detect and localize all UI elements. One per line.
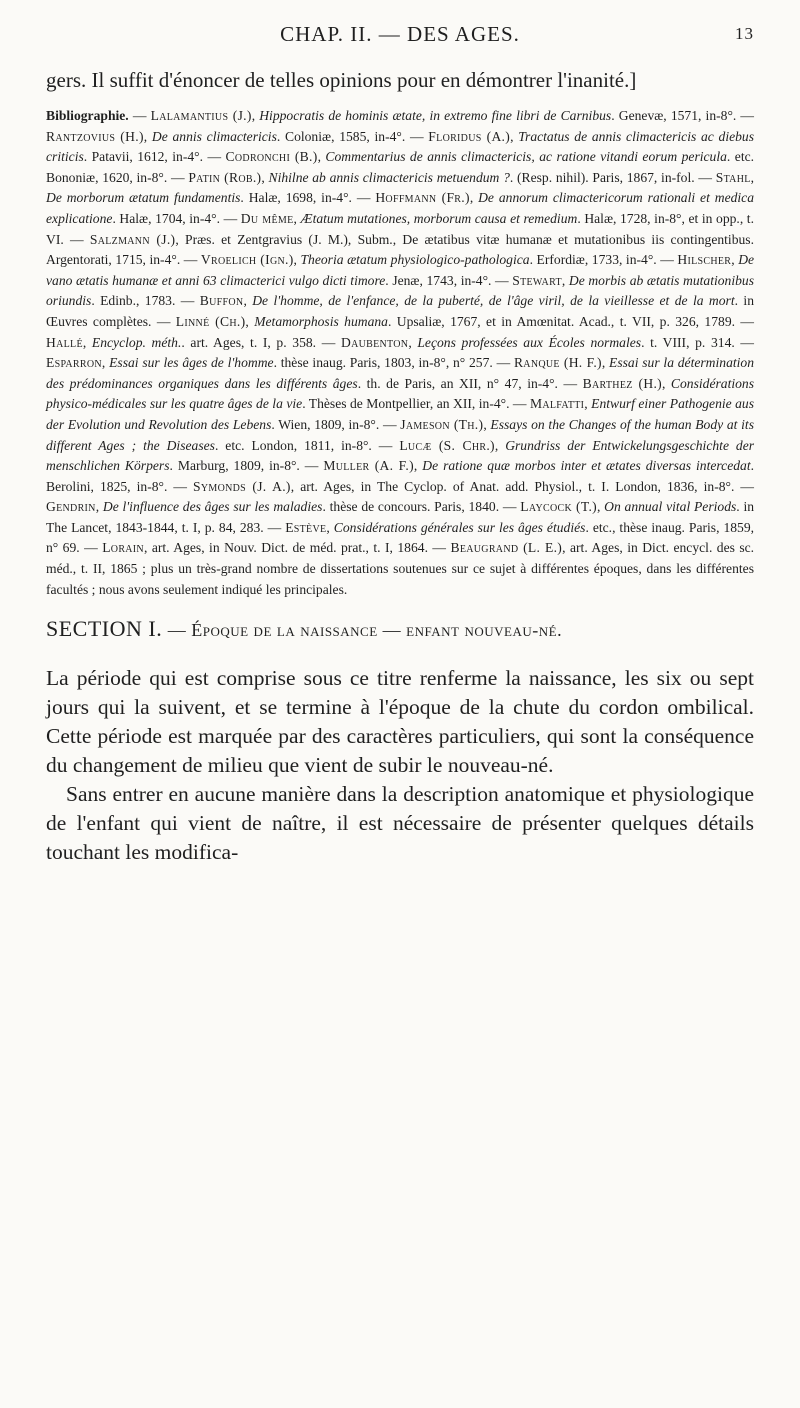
entry-details: art. Ages, in Dict. encycl. des sc. méd., t. II, 1865 ; plus un très-grand nombre de dissertations soutenues sur ce sujet à différentes époques, dans les différentes facultés ; nous avons seulement indiqué les principales. — [46, 540, 755, 597]
bibliography-entry: — Codronchi (B.), Commentarius de annis climactericis, ac ratione vitandi eorum pericula. etc. Bononiæ, 1620, in-8°. — [46, 149, 755, 185]
entry-details: Præs. et Zentgravius (J. M.), Subm., De ætatibus vitæ humanæ et mutationibus iis contingentibus. Argentorati, 1715, in-4°. — [46, 231, 754, 268]
bibliography — [46, 106, 754, 600]
entry-title: De annorum climactericorum rationali et medica explicatione — [46, 190, 755, 226]
bibliography-entry: — Patin (Rob.), Nihilne ab annis climactericis metuendum ?. (Resp. nihil). Paris, 1867, in-fol. — [167, 169, 695, 185]
entry-title: De morborum ætatum fundamentis — [46, 190, 241, 206]
bibliography-entry: — Lucæ (S. Chr.), Grundriss der Entwickelungsgeschichte der menschlichen Körpers. Marburg, 1809, in-8°. — [46, 437, 755, 474]
bibliography-entry: — Hilscher, De vano ætatis humanæ et anni 63 climacterici vulgo dicti timore. Jenæ, 1743, in-4°. — [46, 252, 755, 288]
bibliography-entry: — Muller (A. F.), De ratione quæ morbos inter et ætates diversas intercedat. Berolini, 1825, in-8°. — [46, 458, 755, 494]
entry-author: Symonds (J. A.) — [193, 478, 291, 494]
bibliography-entry: — Gendrin, De l'influence des âges sur les maladies. thèse de concours. Paris, 1840. — [46, 478, 754, 515]
bibliography-entry: — Symonds (J. A.), art. Ages, in The Cyclop. of Anat. add. Physiol., t. I. London, 1836, in-8°. — [167, 478, 735, 494]
entry-details: art. Ages, in The Cyclop. of Anat. add. Physiol., t. I. London, 1836, in-8°. — [300, 478, 735, 494]
entry-title: Encyclop. méth. — [91, 334, 182, 350]
entry-author: Floridus (A.) — [428, 128, 511, 144]
bibliography-entry: — Daubenton, Leçons professées aux Écoles normales. t. VIII, p. 314. — [316, 334, 735, 350]
bibliography-entry: — Laycock (T.), On annual vital Periods. in The Lancet, 1843-1844, t. I, p. 84, 283. — [46, 499, 755, 535]
entry-author: Jameson (Th.) — [400, 416, 484, 432]
running-header — [46, 0, 754, 60]
entry-details: etc. Bononiæ, 1620, in-8°. — [46, 149, 755, 185]
entry-author: Ranque (H. F.) — [513, 355, 602, 371]
entry-title: Essai sur les âges de l'homme — [109, 355, 274, 371]
entry-title: Ætatum mutationes, morborum causa et remedium — [300, 210, 578, 226]
entry-title: Grundriss der Entwickelungsgeschichte der menschlichen Körpers — [46, 437, 755, 474]
entry-title: De l'homme, de l'enfance, de la puberté, de l'âge viril, de la vieillesse et de la mort — [252, 293, 735, 309]
entry-details: t. VIII, p. 314. — [650, 334, 735, 350]
entry-details: Halæ, 1698, in-4°. — [248, 190, 352, 206]
entry-author: Hilscher — [677, 252, 732, 268]
body-paragraph-2: Sans entrer en aucune manière dans la description anatomique et physiologique de l'enfant qui vient de naître, il est nécessaire de présenter quelques détails touchant les modifica- — [46, 782, 754, 865]
section-number: SECTION I. — [46, 616, 163, 642]
entry-author: Hallé — [46, 334, 83, 350]
entry-details: Thèses de Montpellier, an XII, in-4°. — [308, 396, 510, 412]
entry-details: art. Ages, in Nouv. Dict. de méd. prat., t. I, 1864. — [151, 540, 428, 556]
entry-author: Vroelich (Ign.) — [200, 252, 294, 268]
page-number: 13 — [735, 24, 754, 43]
bibliography-entry: — Barthez (H.), Considérations physico-médicales sur les quatre âges de la vie. Thèses de Montpellier, an XII, in-4°. — [46, 375, 755, 412]
entry-author: Esparron — [46, 355, 102, 371]
entry-author: Beaugrand (L. E.) — [450, 540, 563, 556]
entry-title: Nihilne ab annis climactericis metuendum ? — [268, 169, 510, 185]
entry-details: Coloniæ, 1585, in-4°. — [285, 128, 406, 144]
bibliography-entries — [46, 108, 754, 597]
bibliography-entry: — Jameson (Th.), Essays on the Changes of the human Body at its different Ages ; the Diseases. etc. London, 1811, in-8°. — [46, 416, 754, 453]
intro-paragraph: gers. Il suffit d'énoncer de telles opinions pour en démontrer l'inanité.] — [46, 68, 637, 92]
bibliography-entry: — Esparron, Essai sur les âges de l'homme. thèse inaug. Paris, 1803, in-8°, n° 257. — [46, 334, 755, 371]
entry-author: Malfatti — [529, 396, 585, 412]
entry-title: De l'influence des âges sur les maladies — [102, 499, 323, 515]
body-paragraph-1: La période qui est comprise sous ce titre renferme la naissance, les six ou sept jours qui la suivent, et se termine à l'époque de la chute du cordon ombilical. Cette période est marquée par des caractères particuliers, qui sont la conséquence du changement de milieu que vient de subir le nouveau-né. — [46, 666, 754, 778]
entry-details: in The Lancet, 1843-1844, t. I, p. 84, 283. — [46, 499, 755, 535]
entry-details: Upsaliæ, 1767, et in Amœnitat. Acad., t. VII, p. 326, 1789. — [396, 313, 736, 329]
entry-details: Halæ, 1704, in-4°. — [119, 210, 221, 226]
entry-details: Wien, 1809, in-8°. — [278, 416, 380, 432]
entry-details: Marburg, 1809, in-8°. — [177, 458, 300, 474]
entry-title: Hippocratis de hominis ætate, in extremo fine libri de Carnibus — [259, 108, 612, 123]
bibliography-entry: — Linné (Ch.), Metamorphosis humana. Upsaliæ, 1767, et in Amœnitat. Acad., t. VII, p. 326, 1789. — [151, 313, 736, 329]
entry-details: Genevæ, 1571, in-8°. — [618, 108, 737, 123]
entry-author: Buffon — [199, 293, 244, 309]
entry-details: (Resp. nihil). Paris, 1867, in-fol. — [517, 169, 695, 185]
section-title: — Époque de la naissance — enfant nouveau-né. — [167, 620, 563, 641]
bibliography-entry: — Stewart, De morbis ab ætatis mutationibus oriundis. Edinb., 1783. — [46, 272, 754, 309]
entry-author: Estève — [285, 519, 327, 535]
entry-author: Codronchi (B.) — [225, 149, 318, 165]
bibliography-entry: — Du même, Ætatum mutationes, morborum causa et remedium. Halæ, 1728, in-8°, et in opp., t. VI. — [46, 210, 754, 247]
entry-author: Gendrin — [46, 499, 96, 515]
entry-author: Daubenton — [340, 334, 409, 350]
entry-details: in Œuvres complètes. — [46, 293, 754, 329]
entry-title: Considérations générales sur les âges étudiés — [333, 519, 586, 535]
entry-details: Patavii, 1612, in-4°. — [91, 149, 204, 165]
entry-title: Essai sur la détermination des prédominances organiques dans les différents âges — [46, 355, 755, 391]
entry-details: Erfordiæ, 1733, in-4°. — [536, 252, 657, 268]
entry-title: De vano ætatis humanæ et anni 63 climacterici vulgo dicti timore — [46, 252, 755, 288]
bibliography-entry: — Floridus (A.), Tractatus de annis climactericis ac diebus criticis. Patavii, 1612, in-4°. — [46, 128, 755, 165]
entry-author: Muller (A. F.) — [323, 458, 414, 474]
entry-author: Rantzovius (H.) — [46, 128, 144, 144]
entry-details: Edinb., 1783. — [100, 293, 176, 309]
bibliography-entry: — Rantzovius (H.), De annis climactericis. Coloniæ, 1585, in-4°. — [46, 108, 755, 144]
entry-title: On annual vital Periods — [604, 499, 737, 515]
entry-author: Linné (Ch.) — [175, 313, 246, 329]
bibliography-entry: — Lalamantius (J.), Hippocratis de hominis ætate, in extremo fine libri de Carnibus. Genevæ, 1571, in-8°. — [132, 108, 737, 123]
entry-author: Du même — [240, 210, 294, 226]
bibliography-entry: — Stahl, De morborum ætatum fundamentis. Halæ, 1698, in-4°. — [46, 169, 755, 206]
entry-author: Lalamantius (J.) — [150, 108, 252, 123]
bibliography-entry: — Hallé, Encyclop. méth.. art. Ages, t. I, p. 358. — [46, 313, 754, 350]
entry-author: Hoffmann (Fr.) — [375, 190, 470, 206]
bibliography-lead: Bibliographie. — [46, 108, 129, 123]
entry-title: De annis climactericis — [151, 128, 277, 144]
bibliography-entry: — Ranque (H. F.), Essai sur la détermination des prédominances organiques dans les différents âges. th. de Paris, an XII, n° 47, in-4°. — [46, 355, 755, 391]
entry-author: Lucæ (S. Chr.) — [399, 437, 495, 453]
entry-author: Patin (Rob.) — [188, 169, 262, 185]
bibliography-entry: — Buffon, De l'homme, de l'enfance, de la puberté, de l'âge viril, de la vieillesse et de la mort. in Œuvres complètes. — [46, 293, 754, 329]
entry-details: thèse de concours. Paris, 1840. — [329, 499, 500, 515]
entry-details: etc. London, 1811, in-8°. — [225, 437, 372, 453]
body-text — [46, 664, 754, 867]
entry-author: Barthez (H.) — [582, 375, 662, 391]
bibliography-entry: — Hoffmann (Fr.), De annorum climactericorum rationali et medica explicatione. Halæ, 1704, in-4°. — [46, 190, 755, 226]
entry-title: De ratione quæ morbos inter et ætates diversas intercedat — [422, 458, 751, 474]
entry-details: th. de Paris, an XII, n° 47, in-4°. — [366, 375, 558, 391]
bibliography-entry: — Beaugrand (L. E.), art. Ages, in Dict. encycl. des sc. méd., t. II, 1865 ; plus un très-grand nombre de dissertations soutenues sur ce sujet à différentes époques, dans les différentes facultés ; nous avons seulement indiqué les principales. — [46, 540, 755, 597]
bibliography-entry: — Lorain, art. Ages, in Nouv. Dict. de méd. prat., t. I, 1864. — [79, 540, 428, 556]
entry-title: Essays on the Changes of the human Body at its different Ages ; the Diseases — [46, 416, 754, 453]
entry-title: Considérations physico-médicales sur les quatre âges de la vie — [46, 375, 755, 412]
running-title: CHAP. II. — DES AGES. — [280, 22, 520, 46]
section-heading — [46, 616, 754, 642]
bibliography-entry: — Estève, Considérations générales sur les âges étudiés. etc., thèse inaug. Paris, 1859, n° 69. — [46, 519, 755, 556]
entry-title: De morbis ab ætatis mutationibus oriundis — [46, 272, 754, 309]
entry-details: Jenæ, 1743, in-4°. — [392, 272, 492, 288]
entry-author: Lorain — [102, 540, 144, 556]
entry-title: Tractatus de annis climactericis ac diebus criticis — [46, 128, 755, 165]
entry-title: Commentarius de annis climactericis, ac ratione vitandi eorum pericula — [325, 149, 727, 165]
entry-details: Halæ, 1728, in-8°, et in opp., t. VI. — [46, 210, 754, 247]
entry-title: Metamorphosis humana — [254, 313, 388, 329]
entry-details: Berolini, 1825, in-8°. — [46, 478, 168, 494]
entry-details: art. Ages, t. I, p. 358. — [190, 334, 317, 350]
bibliography-entry: — Vroelich (Ign.), Theoria ætatum physiologico-pathologica. Erfordiæ, 1733, in-4°. — [180, 252, 657, 268]
entry-author: Stahl — [715, 169, 751, 185]
entry-title: Leçons professées aux Écoles normales — [417, 334, 642, 350]
bibliography-entry: — Malfatti, Entwurf einer Pathogenie aus der Evolution und Revolution des Lebens. Wien, 1809, in-8°. — [46, 396, 755, 432]
entry-author: Stewart — [512, 272, 562, 288]
entry-details: thèse inaug. Paris, 1803, in-8°, n° 257. — [280, 355, 493, 371]
entry-author: Salzmann (J.) — [89, 231, 176, 247]
entry-title: Theoria ætatum physiologico-pathologica — [300, 252, 530, 268]
entry-details: etc., thèse inaug. Paris, 1859, n° 69. — [46, 519, 755, 556]
entry-title: Entwurf einer Pathogenie aus der Evolution und Revolution des Lebens — [46, 396, 755, 432]
bibliography-entry: — Salzmann (J.), Præs. et Zentgravius (J. M.), Subm., De ætatibus vitæ humanæ et mutationibus iis contingentibus. Argentorati, 1715, in-4°. — [46, 231, 754, 268]
entry-author: Laycock (T.) — [520, 499, 597, 515]
